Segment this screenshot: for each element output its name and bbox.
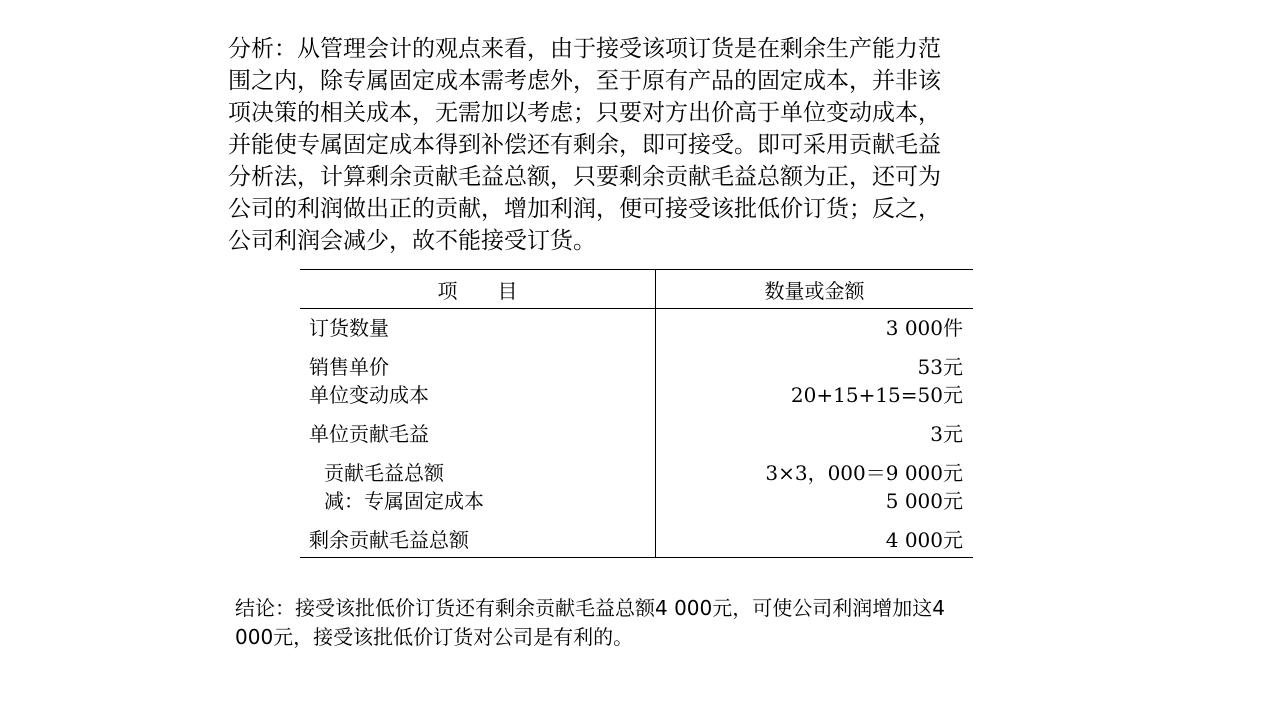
column-header-item: 项 目 bbox=[300, 270, 656, 308]
analysis-line: 围之内，除专属固定成本需考虑外，至于原有产品的固定成本，并非该 bbox=[228, 68, 941, 94]
item-column bbox=[300, 309, 656, 557]
analysis-line: 并能使专属固定成本得到补偿还有剩余，即可接受。即可采用贡献毛益 bbox=[228, 132, 941, 158]
row-item-total-contribution: 贡献毛益总额 bbox=[324, 461, 444, 485]
conclusion-line: 结论：接受该批低价订货还有剩余贡献毛益总额4 000元，可使公司利润增加这4 bbox=[235, 596, 945, 620]
row-value-residual-contribution: 4 000元 bbox=[885, 528, 963, 552]
analysis-line: 分析法，计算剩余贡献毛益总额，只要剩余贡献毛益总额为正，还可为 bbox=[228, 164, 941, 190]
row-value-specific-fixed-cost: 5 000元 bbox=[885, 489, 963, 513]
analysis-line: 公司的利润做出正的贡献，增加利润，便可接受该批低价订货；反之， bbox=[228, 196, 941, 222]
analysis-line: 项决策的相关成本，无需加以考虑；只要对方出价高于单位变动成本， bbox=[228, 100, 941, 126]
row-value-unit-variable-cost: 20+15+15=50元 bbox=[790, 383, 963, 407]
analysis-line: 公司利润会减少，故不能接受订货。 bbox=[228, 228, 596, 254]
row-value-unit-price: 53元 bbox=[917, 355, 963, 379]
table-body bbox=[300, 309, 973, 557]
column-header-amount: 数量或金额 bbox=[764, 278, 865, 303]
row-item-order-quantity: 订货数量 bbox=[309, 316, 389, 340]
table-header-row bbox=[300, 270, 973, 309]
row-item-unit-price: 销售单价 bbox=[309, 355, 389, 379]
amount-column bbox=[656, 309, 973, 557]
conclusion-paragraph bbox=[235, 594, 1080, 652]
row-value-order-quantity: 3 000件 bbox=[885, 316, 963, 340]
row-value-unit-contribution: 3元 bbox=[930, 422, 963, 446]
row-item-unit-contribution: 单位贡献毛益 bbox=[309, 422, 429, 446]
row-value-total-contribution: 3×3，000＝9 000元 bbox=[765, 461, 963, 485]
row-item-specific-fixed-cost: 减：专属固定成本 bbox=[324, 489, 484, 513]
contribution-margin-table bbox=[300, 269, 973, 558]
analysis-paragraph bbox=[228, 33, 1068, 257]
conclusion-line: 000元，接受该批低价订货对公司是有利的。 bbox=[235, 625, 634, 649]
row-item-residual-contribution: 剩余贡献毛益总额 bbox=[309, 528, 469, 552]
row-item-unit-variable-cost: 单位变动成本 bbox=[309, 383, 429, 407]
analysis-line: 分析：从管理会计的观点来看，由于接受该项订货是在剩余生产能力范 bbox=[228, 36, 941, 62]
